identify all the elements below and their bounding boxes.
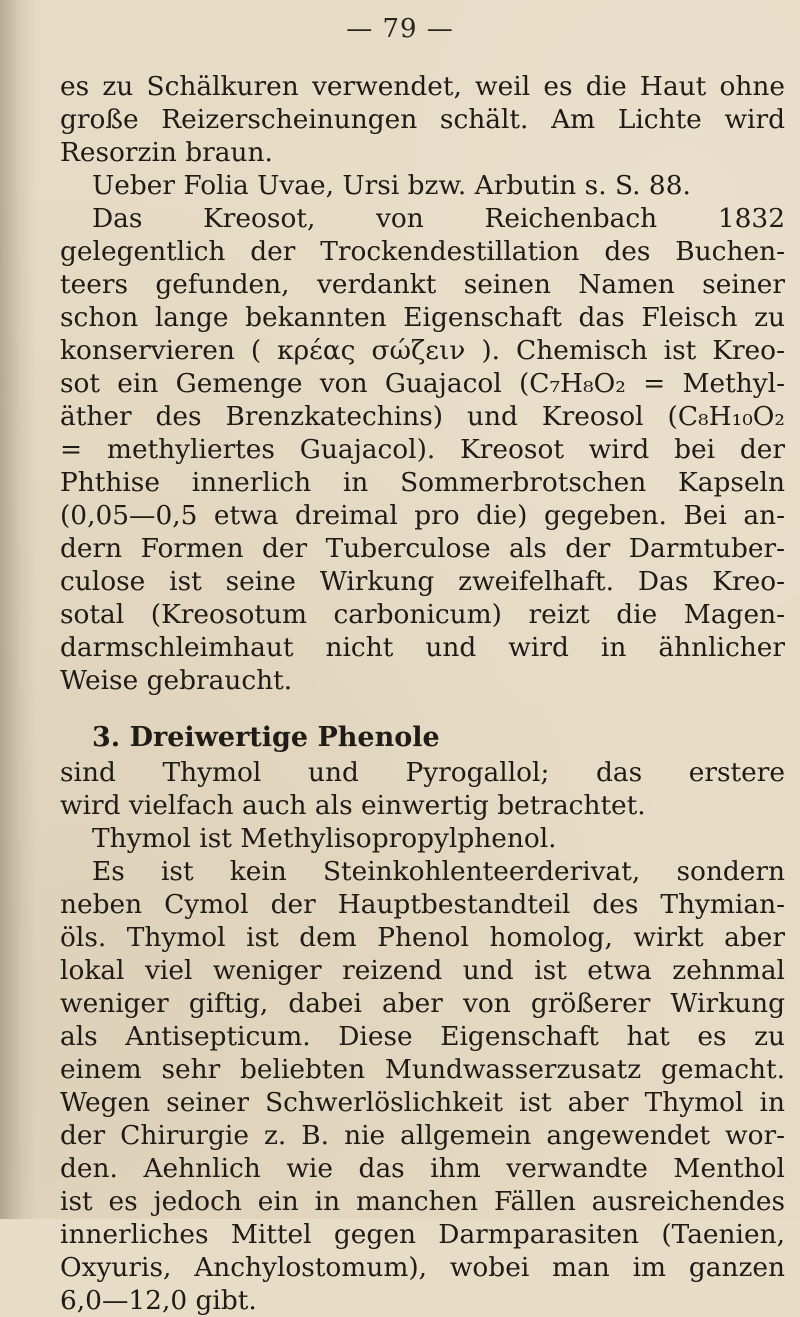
text-line: der Chirurgie z. B. nie allgemein angewendet wor-	[60, 1120, 785, 1151]
text-line: als Antisepticum. Diese Eigenschaft hat es zu	[60, 1021, 785, 1052]
text-line: einem sehr beliebten Mundwasserzusatz gemacht.	[60, 1054, 785, 1085]
text-line: 6,0—12,0 gibt.	[60, 1285, 257, 1316]
text-line: ist es jedoch ein in manchen Fällen ausreichendes	[60, 1186, 785, 1217]
text-line: es zu Schälkuren verwendet, weil es die Haut ohne	[60, 71, 785, 102]
text-line: sotal (Kreosotum carbonicum) reizt die Magen-	[60, 599, 785, 630]
text-line: innerliches Mittel gegen Darmparasiten (Taenien,	[60, 1219, 785, 1250]
page-number: — 79 —	[346, 14, 454, 44]
text-line: Wegen seiner Schwerlöslichkeit ist aber Thymol in	[60, 1087, 785, 1118]
text-line: culose ist seine Wirkung zweifelhaft. Das Kreo-	[60, 566, 785, 597]
text-line: dern Formen der Tuberculose als der Darmtuber-	[60, 533, 785, 564]
text-line: Ueber Folia Uvae, Ursi bzw. Arbutin s. S. 88.	[92, 170, 691, 201]
text-line: Weise gebraucht.	[60, 665, 293, 696]
text-line: Thymol ist Methylisopropylphenol.	[92, 823, 557, 854]
text-line: Es ist kein Steinkohlenteerderivat, sondern	[92, 856, 785, 887]
text-line: konservieren ( κρέας σώζειν ). Chemisch ist Kreo-	[60, 335, 785, 366]
text-line: = methyliertes Guajacol). Kreosot wird bei der	[60, 434, 785, 465]
text-line: (0,05—0,5 etwa dreimal pro die) gegeben. Bei an-	[60, 500, 785, 531]
binding-shadow	[0, 0, 38, 1219]
body-text	[60, 70, 785, 1317]
text-line: den. Aehnlich wie das ihm verwandte Menthol	[60, 1153, 785, 1184]
text-line: sot ein Gemenge von Guajacol (C₇H₈O₂ = Methyl-	[60, 368, 785, 399]
text-line: große Reizerscheinungen schält. Am Lichte wird	[60, 104, 785, 135]
text-line: Phthise innerlich in Sommerbrotschen Kapseln	[60, 467, 785, 498]
text-line: öls. Thymol ist dem Phenol homolog, wirkt aber	[60, 922, 785, 953]
text-line: darmschleimhaut nicht und wird in ähnlicher	[60, 632, 785, 663]
text-line: wird vielfach auch als einwertig betrachtet.	[60, 790, 646, 821]
section-heading: 3. Dreiwertige Phenole	[92, 722, 440, 753]
text-line: sind Thymol und Pyrogallol; das erstere	[60, 757, 785, 788]
text-line: lokal viel weniger reizend und ist etwa zehnmal	[60, 955, 785, 986]
text-line: Das Kreosot, von Reichenbach 1832	[92, 203, 785, 234]
text-line: neben Cymol der Hauptbestandteil des Thymian-	[60, 889, 785, 920]
text-line: teers gefunden, verdankt seinen Namen seiner	[60, 269, 785, 300]
text-line: äther des Brenzkatechins) und Kreosol (C₈H₁₀O₂	[60, 401, 785, 432]
text-line: schon lange bekannten Eigenschaft das Fleisch zu	[60, 302, 785, 333]
text-line: weniger giftig, dabei aber von größerer Wirkung	[60, 988, 785, 1019]
text-line: Resorzin braun.	[60, 137, 273, 168]
text-line: Oxyuris, Anchylostomum), wobei man im ganzen	[60, 1252, 785, 1283]
text-line: gelegentlich der Trockendestillation des Buchen-	[60, 236, 785, 267]
